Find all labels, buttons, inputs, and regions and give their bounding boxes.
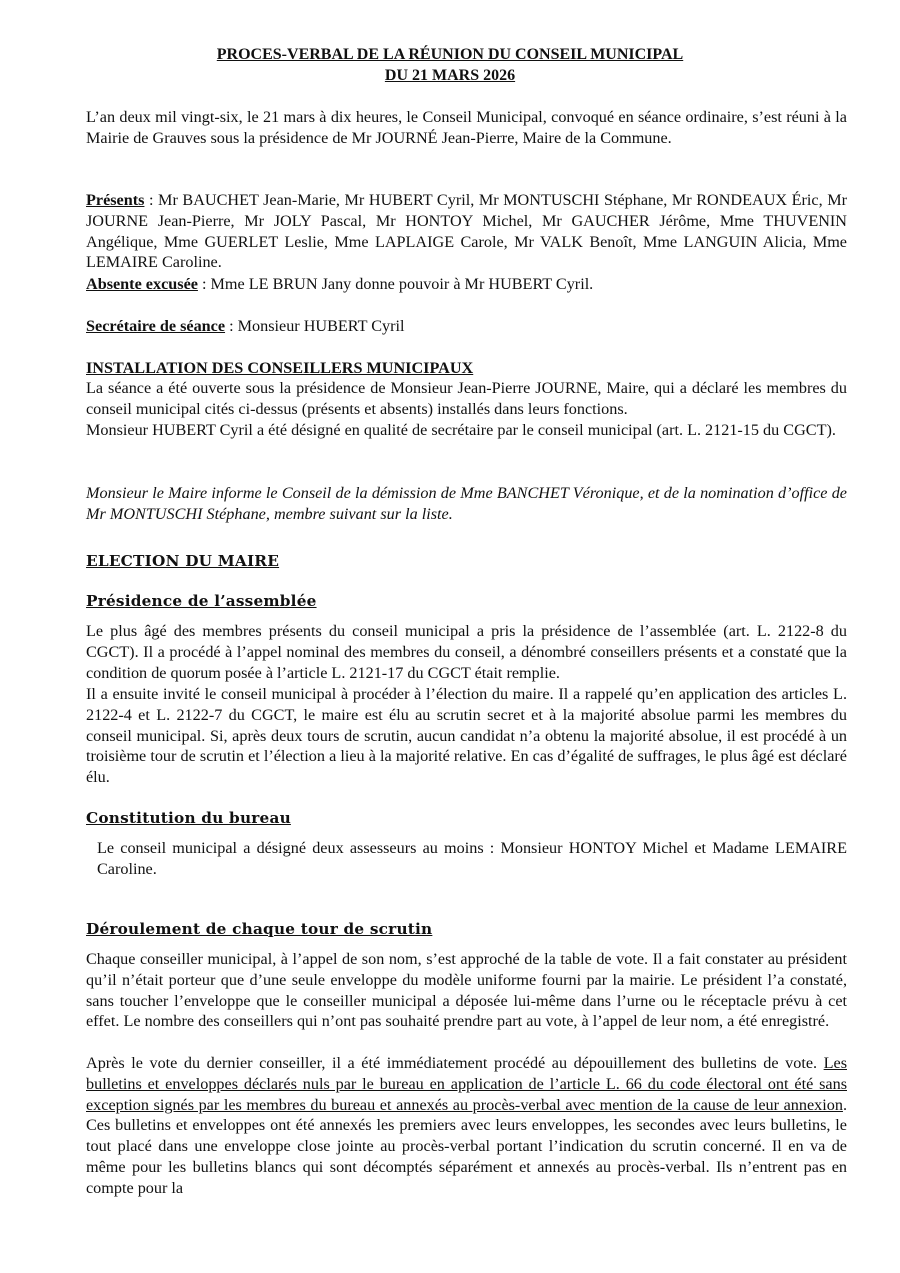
ballot-p2-end: . Ces bulletins et enveloppes ont été annexés les premiers avec leurs enveloppes, les secondes avec leurs bulletins, le tout placé dans une enveloppe close jointe au procès-verbal portant l’indication du scrutin concerné. Il en va de même pour les bulletins blancs qui sont décomptés séparément et annexés au procès-verbal. Ils n’entrent pas en compte pour la	[86, 1095, 847, 1197]
ballot-paragraph-2	[86, 1053, 847, 1199]
installation-paragraph-2: Monsieur HUBERT Cyril a été désigné en qualité de secrétaire par le conseil municipal (art. L. 2121-15 du CGCT).	[86, 421, 836, 439]
absent-text: : Mme LE BRUN Jany donne pouvoir à Mr HUBERT Cyril.	[197, 275, 594, 293]
attendance-present	[86, 190, 847, 273]
attendance-absent	[86, 274, 847, 295]
ballot-paragraph-1: Chaque conseiller municipal, à l’appel de son nom, s’est approché de la table de vote. Il a fait constater au président qu’il n’était porteur que d’une seule enveloppe du modèle uniforme fourni par la mairie. Le président l’a constaté, sans toucher l’enveloppe que le conseiller municipal a déposée lui-même dans l’urne ou le réceptacle prévu à cet effet. Le nombre des conseillers qui n’ont pas souhaité prendre part au vote, à l’appel de leur nom, a été enregistré.	[86, 950, 847, 1031]
ballot-heading: Déroulement de chaque tour de scrutin	[86, 920, 433, 938]
absent-label: Absente excusée	[86, 275, 198, 293]
bureau-heading: Constitution du bureau	[86, 809, 291, 827]
election-heading: ELECTION DU MAIRE	[86, 552, 280, 570]
ballot-p2-underlined: Les bulletins et enveloppes déclarés nuls par le bureau en application de l’article L. 66 du code électoral ont été sans exception signés par les membres du bureau et annexés au procès-verbal avec mention de la cause de leur annexion	[86, 1054, 847, 1114]
presidency-paragraph-2: Il a ensuite invité le conseil municipal à procéder à l’élection du maire. Il a rappelé qu’en application des articles L. 2122-4 et L. 2122-7 du CGCT, le maire est élu au scrutin secret et à la majorité absolue parmi les membres du conseil municipal. Si, après deux tours de scrutin, aucun candidat n’a obtenu la majorité absolue, il est procédé à un troisième tour de scrutin et l’élection a lieu à la majorité relative. En cas d’égalité de suffrages, le plus âgé est déclaré élu.	[86, 685, 847, 787]
secretary-label: Secrétaire de séance	[86, 317, 226, 335]
intro-paragraph: L’an deux mil vingt-six, le 21 mars à dix heures, le Conseil Municipal, convoqué en séance ordinaire, s’est réuni à la Mairie de Grauves sous la présidence de Mr JOURNÉ Jean-Pierre, Maire de la Commune.	[86, 108, 847, 147]
ballot-p2-start: Après le vote du dernier conseiller, il a été immédiatement procédé au dépouillement des bulletins de vote.	[86, 1054, 824, 1072]
bureau-paragraph: Le conseil municipal a désigné deux assesseurs au moins : Monsieur HONTOY Michel et Madame LEMAIRE Caroline.	[97, 839, 847, 878]
installation-paragraph-1: La séance a été ouverte sous la présidence de Monsieur Jean-Pierre JOURNE, Maire, qui a déclaré les membres du conseil municipal cités ci-dessus (présents et absents) installés dans leurs fonctions.	[86, 379, 847, 418]
present-label: Présents	[86, 191, 145, 209]
presidency-heading: Présidence de l’assemblée	[86, 592, 317, 610]
document-title-line-1: PROCES-VERBAL DE LA RÉUNION DU CONSEIL MUNICIPAL	[216, 46, 684, 63]
secretary-line	[86, 316, 847, 337]
installation-heading: INSTALLATION DES CONSEILLERS MUNICIPAUX	[86, 359, 474, 377]
resignation-note: Monsieur le Maire informe le Conseil de la démission de Mme BANCHET Véronique, et de la nomination d’office de Mr MONTUSCHI Stéphane, membre suivant sur la liste.	[86, 484, 847, 523]
present-list: : Mr BAUCHET Jean-Marie, Mr HUBERT Cyril, Mr MONTUSCHI Stéphane, Mr RONDEAUX Éric, Mr JOURNE Jean-Pierre, Mr JOLY Pascal, Mr HONTOY Michel, Mr GAUCHER Jérôme, Mme THUVENIN Angélique, Mme GUERLET Leslie, Mme LAPLAIGE Carole, Mr VALK Benoît, Mme LANGUIN Alicia, Mme LEMAIRE Caroline.	[86, 191, 847, 272]
secretary-text: : Monsieur HUBERT Cyril	[225, 317, 405, 335]
presidency-paragraph-1: Le plus âgé des membres présents du conseil municipal a pris la présidence de l’assemblée (art. L. 2122-8 du CGCT). Il a procédé à l’appel nominal des membres du conseil, a dénombré conseillers présents et a constaté que la condition de quorum posée à l’article L. 2121-17 du CGCT était remplie.	[86, 622, 847, 682]
document-title-line-2: DU 21 MARS 2026	[384, 67, 516, 84]
